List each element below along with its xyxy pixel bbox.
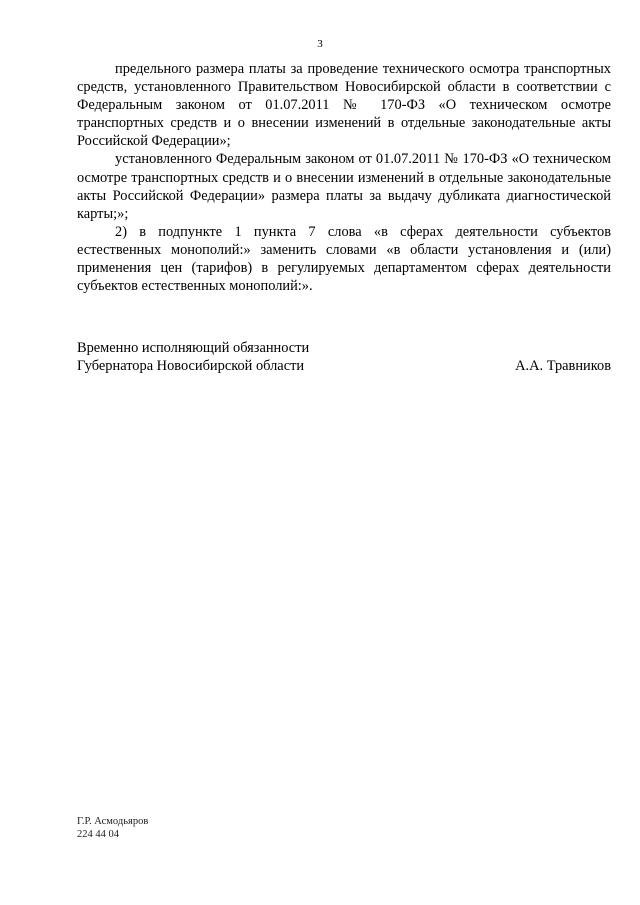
signature-block — [77, 339, 611, 375]
executor-name: Г.Р. Асмодьяров — [77, 816, 149, 827]
paragraph-1: предельного размера платы за проведение технического осмотра транспортных средств, установленного Правительством Новосибирской области в соответствии с Федеральным законом от 01.07.2011 № 170-ФЗ «О техническом осмотре транспортных средств и о внесении изменений в отдельные законодательные акты Российской Федерации»; — [77, 61, 611, 150]
paragraph-2: установленного Федеральным законом от 01.07.2011 № 170-ФЗ «О техническом осмотре транспортных средств и о внесении изменений в отдельные законодательные акты Российской Федерации» размера платы за выдачу дубликата диагностической карты;»; — [77, 151, 611, 222]
signatory-position-line-2: Губернатора Новосибирской области — [77, 358, 305, 375]
page-number: 3 — [317, 38, 323, 50]
executor-phone: 224 44 04 — [77, 829, 119, 840]
paragraph-3: 2) в подпункте 1 пункта 7 слова «в сферах деятельности субъектов естественных монополий:» заменить словами «в области установления и (или) применения цен (тарифов) в регулируемых департаментом сферах деятельности субъектов естественных монополий:». — [77, 223, 611, 295]
signature-line — [77, 357, 611, 375]
signatory-position-line-1: Временно исполняющий обязанности — [77, 340, 310, 356]
executor-footer — [77, 815, 148, 841]
document-body — [77, 60, 611, 295]
signatory-name: А.А. Травников — [515, 358, 611, 375]
